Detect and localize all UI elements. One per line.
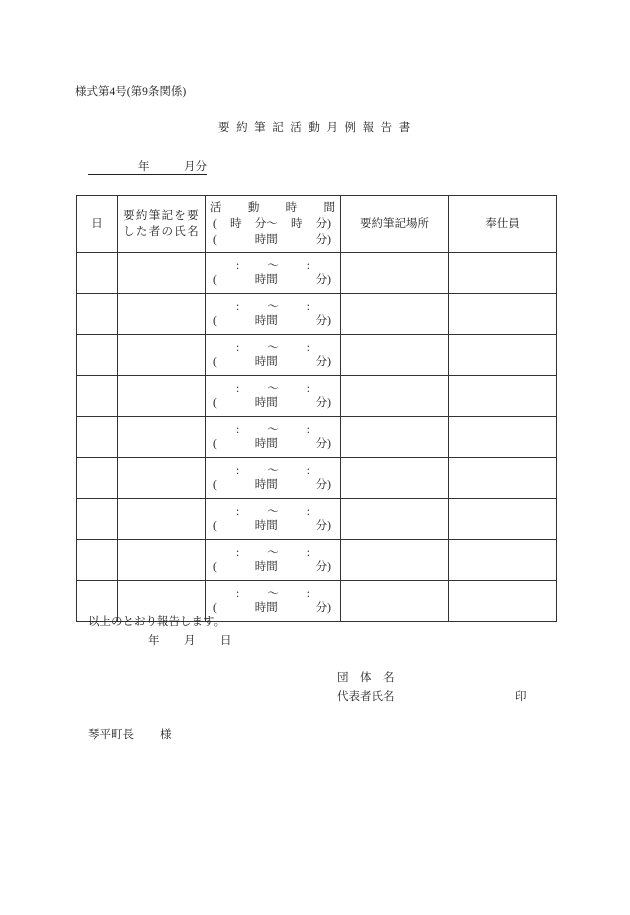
- text-fragment: :: [236, 342, 240, 354]
- activity-time-cell: [206, 335, 341, 376]
- text-fragment: 〜: [267, 383, 279, 395]
- requester-name-cell: [118, 335, 206, 376]
- text-fragment: (: [213, 438, 217, 450]
- text-fragment: 時間: [254, 602, 278, 614]
- location-cell: [341, 499, 449, 540]
- volunteer-cell: [449, 458, 557, 499]
- header-requester-name-line: した者の氏名: [123, 226, 200, 238]
- text-fragment: (: [213, 561, 217, 573]
- text-fragment: (: [213, 356, 217, 368]
- text-fragment: :: [236, 260, 240, 272]
- text-fragment: (: [213, 520, 217, 532]
- text-fragment: 時間: [254, 520, 278, 532]
- text-fragment: 時: [285, 202, 298, 214]
- volunteer-cell: [449, 294, 557, 335]
- report-date-line: 年 月 日: [148, 635, 232, 647]
- text-fragment: :: [306, 588, 310, 600]
- text-fragment: :: [236, 588, 240, 600]
- text-fragment: 時間: [254, 397, 278, 409]
- location-cell: [341, 335, 449, 376]
- text-fragment: :: [306, 342, 310, 354]
- activity-time-cell: [206, 376, 341, 417]
- text-fragment: :: [236, 465, 240, 477]
- text-fragment: (: [213, 218, 217, 230]
- day-cell: [77, 458, 118, 499]
- table-row: [77, 458, 557, 499]
- text-fragment: 分): [315, 561, 331, 573]
- volunteer-cell: [449, 499, 557, 540]
- requester-name-cell: [118, 540, 206, 581]
- volunteer-cell: [449, 417, 557, 458]
- time-range-text: [236, 259, 310, 273]
- header-volunteer: 奉仕員: [449, 196, 557, 253]
- table-row: [77, 376, 557, 417]
- addressee: 琴平町長 様: [88, 729, 172, 741]
- text-fragment: :: [306, 465, 310, 477]
- location-cell: [341, 581, 449, 622]
- form-number: 様式第4号(第9条関係): [75, 86, 187, 98]
- text-fragment: 時間: [254, 438, 278, 450]
- text-fragment: 分): [315, 602, 331, 614]
- text-fragment: 〜: [267, 506, 279, 518]
- duration-text: [206, 437, 340, 451]
- period-year-label: 年: [138, 161, 150, 173]
- table-row: [77, 499, 557, 540]
- requester-name-cell: [118, 499, 206, 540]
- text-fragment: (: [213, 274, 217, 286]
- text-fragment: 動: [247, 202, 260, 214]
- header-requester-name-line: 要約筆記を要: [123, 210, 200, 222]
- text-fragment: 時: [230, 218, 242, 230]
- volunteer-cell: [449, 335, 557, 376]
- day-cell: [77, 294, 118, 335]
- activity-time-cell: [206, 458, 341, 499]
- text-fragment: 分): [315, 520, 331, 532]
- duration-text: [206, 273, 340, 287]
- header-location: 要約筆記場所: [341, 196, 449, 253]
- text-fragment: 時: [290, 218, 303, 230]
- table-header-row: [77, 196, 557, 253]
- text-fragment: :: [306, 424, 310, 436]
- text-fragment: 〜: [267, 588, 279, 600]
- table-row: [77, 540, 557, 581]
- day-cell: [77, 499, 118, 540]
- text-fragment: 分): [315, 234, 331, 246]
- text-fragment: 分): [315, 397, 331, 409]
- text-fragment: 分): [315, 438, 331, 450]
- table-row: [77, 253, 557, 294]
- text-fragment: 時間: [254, 479, 278, 491]
- text-fragment: :: [236, 506, 240, 518]
- header-activity-time: [206, 196, 341, 253]
- text-fragment: 活: [210, 202, 222, 214]
- text-fragment: (: [213, 315, 217, 327]
- text-fragment: :: [236, 383, 240, 395]
- time-range-text: [236, 505, 310, 519]
- time-range-text: [236, 423, 310, 437]
- location-cell: [341, 417, 449, 458]
- requester-name-cell: [118, 253, 206, 294]
- activity-time-cell: [206, 417, 341, 458]
- closing-statement: 以上のとおり報告します。: [88, 616, 226, 628]
- report-period: [88, 159, 207, 175]
- report-table-body: [77, 196, 557, 622]
- organization-name-label: 団 体 名: [337, 672, 395, 684]
- time-range-text: [236, 546, 310, 560]
- location-cell: [341, 540, 449, 581]
- text-fragment: 時間: [254, 315, 278, 327]
- document-title: 要 約 筆 記 活 動 月 例 報 告 書: [218, 122, 411, 134]
- text-fragment: 時間: [254, 274, 278, 286]
- requester-name-cell: [118, 294, 206, 335]
- activity-time-cell: [206, 253, 341, 294]
- volunteer-cell: [449, 540, 557, 581]
- text-fragment: (: [213, 397, 217, 409]
- time-range-text: [236, 587, 310, 601]
- volunteer-cell: [449, 253, 557, 294]
- text-fragment: :: [306, 383, 310, 395]
- header-day: 日: [77, 196, 118, 253]
- activity-time-cell: [206, 581, 341, 622]
- report-table: [76, 195, 557, 622]
- duration-text: [206, 355, 340, 369]
- header-activity-time-range: [206, 216, 340, 232]
- header-activity-time-duration: [206, 232, 340, 248]
- text-fragment: 分): [315, 479, 331, 491]
- duration-text: [206, 519, 340, 533]
- requester-name-cell: [118, 376, 206, 417]
- volunteer-cell: [449, 581, 557, 622]
- day-cell: [77, 335, 118, 376]
- location-cell: [341, 294, 449, 335]
- header-activity-time-title: [206, 200, 340, 216]
- text-fragment: :: [236, 301, 240, 313]
- text-fragment: (: [213, 479, 217, 491]
- representative-name-label: 代表者氏名: [337, 691, 395, 703]
- table-row: [77, 294, 557, 335]
- time-range-text: [236, 382, 310, 396]
- location-cell: [341, 376, 449, 417]
- day-cell: [77, 417, 118, 458]
- day-cell: [77, 376, 118, 417]
- duration-text: [206, 478, 340, 492]
- day-cell: [77, 540, 118, 581]
- text-fragment: :: [306, 301, 310, 313]
- text-fragment: (: [213, 602, 217, 614]
- activity-time-cell: [206, 499, 341, 540]
- location-cell: [341, 458, 449, 499]
- volunteer-cell: [449, 376, 557, 417]
- text-fragment: :: [236, 547, 240, 559]
- text-fragment: 時間: [254, 234, 278, 246]
- text-fragment: 分): [315, 218, 331, 230]
- text-fragment: 〜: [267, 424, 279, 436]
- text-fragment: 〜: [267, 547, 279, 559]
- day-cell: [77, 253, 118, 294]
- seal-mark: 印: [515, 691, 527, 703]
- activity-time-cell: [206, 294, 341, 335]
- requester-name-cell: [118, 417, 206, 458]
- duration-text: [206, 560, 340, 574]
- text-fragment: 〜: [267, 260, 279, 272]
- text-fragment: :: [236, 424, 240, 436]
- period-month-label: 月分: [184, 161, 207, 173]
- time-range-text: [236, 464, 310, 478]
- text-fragment: :: [306, 547, 310, 559]
- activity-time-cell: [206, 540, 341, 581]
- time-range-text: [236, 341, 310, 355]
- text-fragment: 分): [315, 356, 331, 368]
- requester-name-cell: [118, 458, 206, 499]
- duration-text: [206, 396, 340, 410]
- text-fragment: :: [306, 260, 310, 272]
- text-fragment: 分〜: [254, 218, 278, 230]
- text-fragment: 時間: [254, 356, 278, 368]
- text-fragment: :: [306, 506, 310, 518]
- table-row: [77, 417, 557, 458]
- table-row: [77, 335, 557, 376]
- text-fragment: 分): [315, 274, 331, 286]
- text-fragment: 〜: [267, 301, 279, 313]
- location-cell: [341, 253, 449, 294]
- text-fragment: (: [213, 234, 217, 246]
- text-fragment: 間: [323, 202, 335, 214]
- text-fragment: 〜: [267, 342, 279, 354]
- text-fragment: 分): [315, 315, 331, 327]
- text-fragment: 時間: [254, 561, 278, 573]
- header-requester-name: [118, 196, 206, 253]
- duration-text: [206, 601, 340, 615]
- duration-text: [206, 314, 340, 328]
- text-fragment: 〜: [267, 465, 279, 477]
- time-range-text: [236, 300, 310, 314]
